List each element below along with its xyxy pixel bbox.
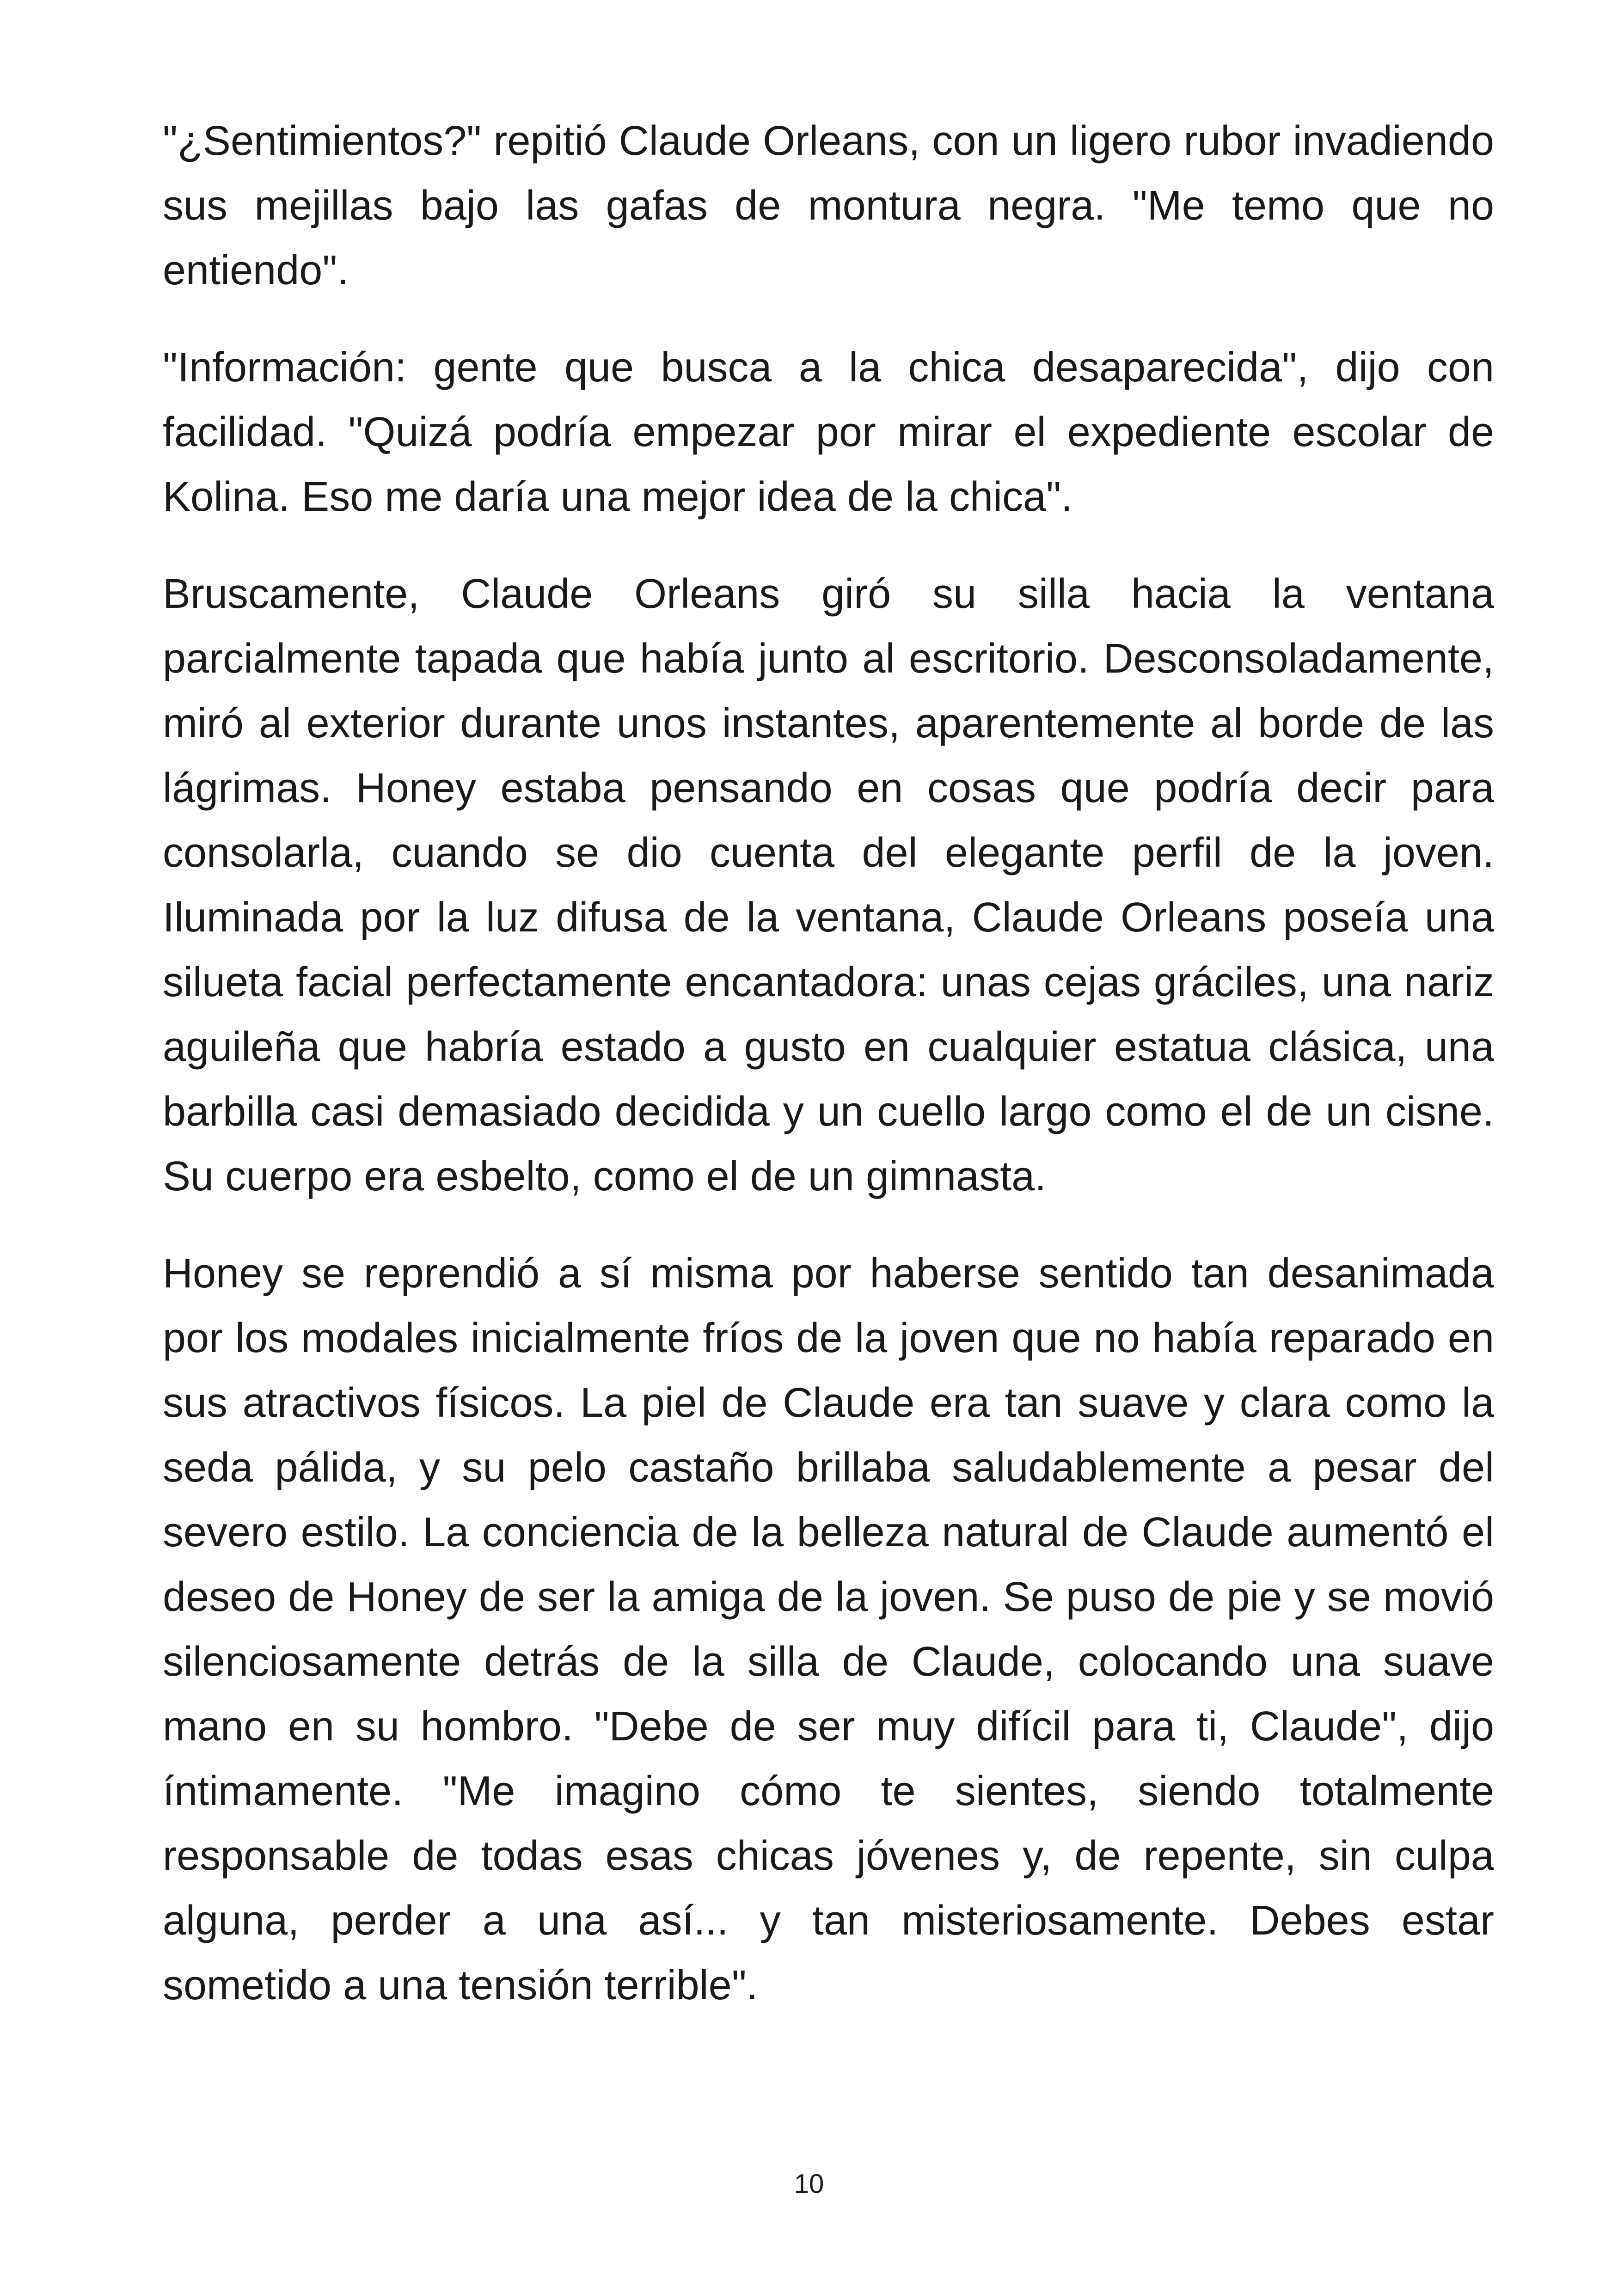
paragraph-3: Bruscamente, Claude Orleans giró su silla hacia la ventana parcialmente tapada que había junto al escritorio. Desconsoladamente, miró al exterior durante unos instantes, aparentemente al borde de las lágrimas. Honey estaba pensando en cosas que podría decir para consolarla, cuando se dio cuenta del elegante perfil de la joven. Iluminada por la luz difusa de la ventana, Claude Orleans poseía una silueta facial perfectamente encantadora: unas cejas gráciles, una nariz aguileña que habría estado a gusto en cualquier estatua clásica, una barbilla casi demasiado decidida y un cuello largo como el de un cisne. Su cuerpo era esbelto, como el de un gimnasta. xyxy=(163,571,1494,1200)
body-text xyxy=(163,109,1494,2050)
paragraph-4: Honey se reprendió a sí misma por haberse sentido tan desanimada por los modales inicialmente fríos de la joven que no había reparado en sus atractivos físicos. La piel de Claude era tan suave y clara como la seda pálida, y su pelo castaño brillaba saludablemente a pesar del severo estilo. La conciencia de la belleza natural de Claude aumentó el deseo de Honey de ser la amiga de la joven. Se puso de pie y se movió silenciosamente detrás de la silla de Claude, colocando una suave mano en su hombro. "Debe de ser muy difícil para ti, Claude", dijo íntimamente. "Me imagino cómo te sientes, siendo totalmente responsable de todas esas chicas jóvenes y, de repente, sin culpa alguna, perder a una así... y tan misteriosamente. Debes estar sometido a una tensión terrible". xyxy=(163,1250,1494,2008)
paragraph-2: "Información: gente que busca a la chica desaparecida", dijo con facilidad. "Quizá podría empezar por mirar el expediente escolar de Kolina. Eso me daría una mejor idea de la chica". xyxy=(163,344,1494,520)
page-number: 10 xyxy=(794,2169,824,2199)
paragraph-1: "¿Sentimientos?" repitió Claude Orleans, con un ligero rubor invadiendo sus mejillas bajo las gafas de montura negra. "Me temo que no entiendo". xyxy=(163,118,1494,294)
